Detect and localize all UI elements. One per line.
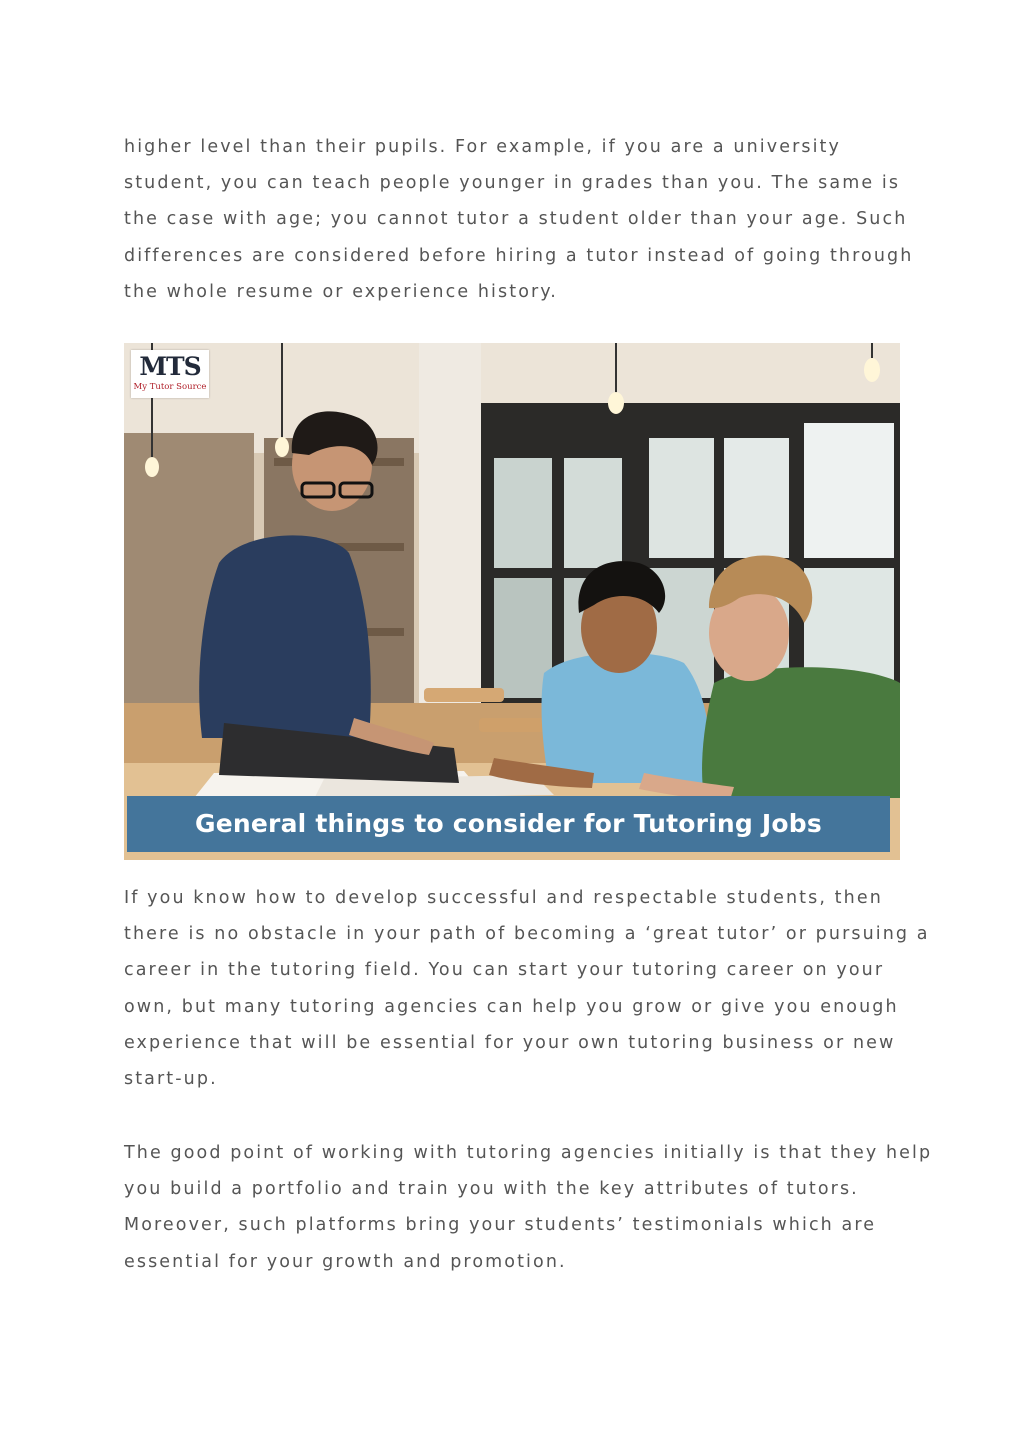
logo-subtitle: My Tutor Source (133, 382, 207, 392)
logo-mark: MTS (139, 352, 201, 381)
text-line: you build a portfolio and train you with the key attributes of tutors. (124, 1179, 859, 1200)
image-caption-banner: General things to consider for Tutoring Jobs (127, 796, 890, 852)
classroom-illustration (124, 343, 900, 860)
paragraph-develop (124, 880, 930, 1097)
text-line: The good point of working with tutoring agencies initially is that they help (124, 1143, 933, 1163)
text-line: Moreover, such platforms bring your students’ testimonials which are (124, 1215, 877, 1236)
paragraph-agencies (124, 1135, 933, 1280)
text-line: essential for your growth and promotion. (124, 1251, 567, 1272)
text-line: higher level than their pupils. For example, if you are a university (124, 137, 841, 157)
text-line: differences are considered before hiring a tutor instead of going through (124, 245, 914, 266)
text-line: the whole resume or experience history. (124, 281, 558, 302)
text-line: own, but many tutoring agencies can help you grow or give you enough (124, 996, 899, 1017)
text-line: the case with age; you cannot tutor a student older than your age. Such (124, 209, 908, 230)
paragraph-intro (124, 129, 914, 310)
text-line: experience that will be essential for your own tutoring business or new (124, 1032, 896, 1053)
text-line: If you know how to develop successful and respectable students, then (124, 888, 883, 908)
text-line: start-up. (124, 1069, 218, 1090)
tutoring-photo (124, 343, 900, 860)
text-line: there is no obstacle in your path of becoming a ‘great tutor’ or pursuing a (124, 924, 930, 945)
text-line: career in the tutoring field. You can start your tutoring career on your (124, 960, 885, 981)
brand-logo (131, 350, 209, 398)
text-line: student, you can teach people younger in grades than you. The same is (124, 173, 901, 194)
